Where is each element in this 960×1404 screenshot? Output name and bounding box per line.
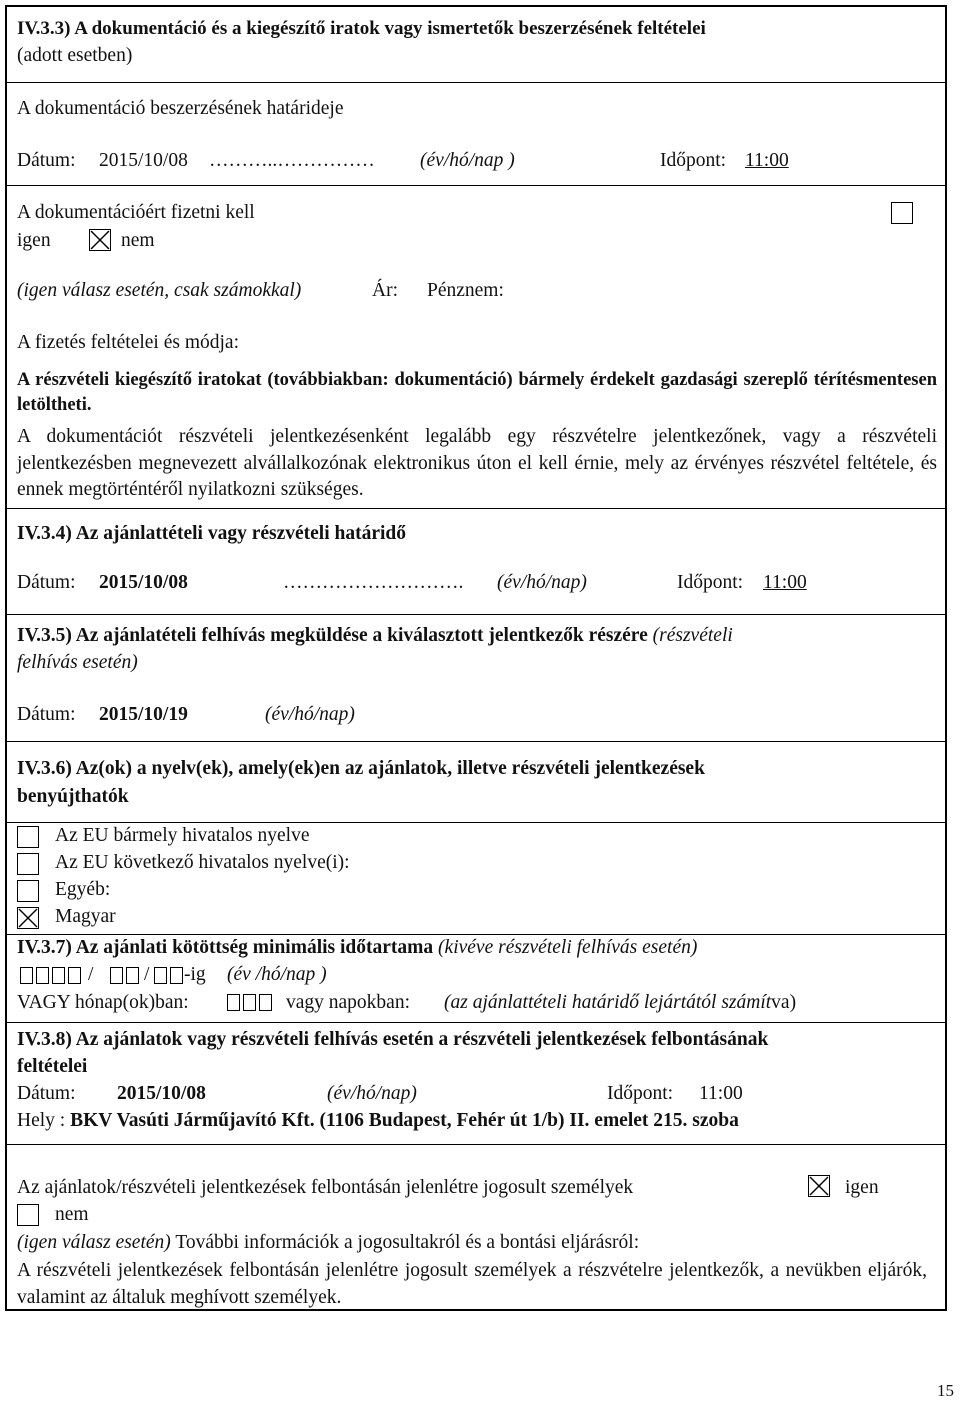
cross-icon [18,908,38,928]
divider [7,1022,946,1023]
date-value: 2015/10/08 [117,1083,206,1104]
days-note-italic: (az ajánlattételi határidő lejártától számít [444,992,772,1013]
date-label: Dátum: [17,150,76,171]
place-label: Hely : [17,1110,66,1131]
heading-italic: (részvételi [652,625,733,646]
time-label: Időpont: [660,150,727,171]
month-count-cell[interactable] [259,994,272,1011]
days-note-end: va) [771,992,797,1013]
month-digit-cell[interactable] [126,967,139,984]
divider [7,508,946,509]
divider [7,1144,946,1145]
divider [7,741,946,742]
pay-yes-checkbox[interactable] [891,202,913,224]
month-count-cell[interactable] [227,994,240,1011]
time-value: 11:00 [763,572,807,593]
cross-icon [90,230,110,250]
section-heading-3-6: IV.3.6) Az(ok) a nyelv(ek), amely(ek)en az ajánlatok, illetve részvételi jelentkezések [17,758,705,779]
divider [7,185,946,186]
attend-yes-checkbox[interactable] [808,1175,830,1197]
section-heading-3-5 [17,623,733,649]
heading-text: IV.3.7) Az ajánlati kötöttség minimális időtartama [17,937,434,958]
slash: / [88,964,94,985]
day-digit-cell[interactable] [154,967,167,984]
info-row [17,1230,639,1256]
year-digit-cell[interactable] [52,967,65,984]
month-count-cell[interactable] [243,994,256,1011]
time-label: Időpont: [677,572,744,593]
cross-icon [809,1176,829,1196]
date-value: 2015/10/08 [99,150,188,171]
section-heading-3-7 [17,935,697,961]
section-heading-3-3-sub: (adott esetben) [17,45,133,66]
date-format: (év/hó/nap ) [420,150,515,171]
date-dots: ………..…………… [209,150,375,171]
year-digit-cell[interactable] [20,967,33,984]
lang-option-checkbox[interactable] [17,826,39,848]
deadline-label: A dokumentáció beszerzésének határideje [17,98,344,119]
date-value: 2015/10/08 [99,572,188,593]
lang-option-label: Egyéb: [55,879,111,900]
month-digit-cell[interactable] [110,967,123,984]
time-value: 11:00 [699,1083,743,1104]
heading-text: IV.3.5) Az ajánlatételi felhívás megküldése a kiválasztott jelentkezők részére [17,625,648,646]
documentation-note: A dokumentációt részvételi jelentkezésenként legalább egy részvételre jelentkezőnek, vagy a részvételi jelentkezésben megnevezett alvállalkozónak elektronikus úton el kell érnie, mely az érvényes részvétel feltétele, és ennek megtörténtéről nyilatkozni szükséges. [17,426,937,500]
time-label: Időpont: [607,1083,674,1104]
attend-label: Az ajánlatok/részvételi jelentkezések felbontásán jelenlétre jogosult személyek [17,1177,634,1198]
day-digit-cell[interactable] [170,967,183,984]
lang-option-label: Az EU bármely hivatalos nyelve [55,825,310,846]
info-text: A részvételi jelentkezések felbontásán jelenlétre jogosult személyek a részvételre jelentkezők, a nevükben eljárók, valamint az általuk meghívott személyek. [17,1260,927,1308]
yes-label: igen [845,1177,879,1198]
currency-label: Pénznem: [427,280,504,301]
lang-option-checkbox[interactable] [17,853,39,875]
info-label: További információk a jogosultakról és a bontási eljárásról: [175,1232,640,1253]
days-label: vagy napokban: [286,992,411,1013]
lang-option-checkbox[interactable] [17,880,39,902]
months-label: VAGY hónap(ok)ban: [17,992,189,1013]
date-label: Dátum: [17,572,76,593]
no-label: nem [55,1204,89,1225]
payment-terms-label: A fizetés feltételei és módja: [17,332,239,353]
date-format: (év /hó/nap ) [227,964,327,985]
yes-label: igen [17,230,51,251]
slash: / [144,964,150,985]
until-suffix: -ig [184,964,206,985]
section-heading-3-4: IV.3.4) Az ajánlattételi vagy részvételi határidő [17,523,407,544]
divider [7,82,946,83]
price-hint: (igen válasz esetén, csak számokkal) [17,280,302,301]
section-heading-3-8-sub: feltételei [17,1056,88,1077]
section-heading-3-3: IV.3.3) A dokumentáció és a kiegészítő iratok vagy ismertetők beszerzésének feltételei [17,18,706,39]
year-digit-cell[interactable] [68,967,81,984]
no-label: nem [121,230,155,251]
date-format: (év/hó/nap) [265,704,355,725]
time-value: 11:00 [745,150,789,171]
pay-label: A dokumentációért fizetni kell [17,202,255,223]
price-label: Ár: [372,280,398,301]
date-format: (év/hó/nap) [327,1083,417,1104]
date-format: (év/hó/nap) [497,572,587,593]
place-value: BKV Vasúti Járműjavító Kft. (1106 Budapest, Fehér út 1/b) II. emelet 215. szoba [70,1110,739,1131]
page-number: 15 [937,1381,954,1400]
days-note [444,990,796,1016]
place-row [17,1108,739,1134]
divider [7,614,946,615]
heading-italic-cont: felhívás esetén) [17,652,138,673]
info-hint: (igen válasz esetén) [17,1232,171,1253]
date-label: Dátum: [17,704,76,725]
download-note: A részvételi kiegészítő iratokat (továbbiakban: dokumentáció) bármely érdekelt gazdasági szereplő térítésmentesen letöltheti. [17,370,937,415]
heading-italic: (kivéve részvételi felhívás esetén) [438,937,698,958]
lang-option-label: Az EU következő hivatalos nyelve(i): [55,852,350,873]
section-heading-3-8: IV.3.8) Az ajánlatok vagy részvételi felhívás esetén a részvételi jelentkezések felbontásának [17,1029,769,1050]
date-label: Dátum: [17,1083,76,1104]
year-digit-cell[interactable] [36,967,49,984]
date-dots: ………………………. [283,572,464,593]
pay-no-checkbox[interactable] [89,229,111,251]
lang-option-checkbox-checked[interactable] [17,907,39,929]
section-heading-3-6-sub: benyújthatók [17,786,129,807]
lang-option-label: Magyar [55,906,116,927]
attend-no-checkbox[interactable] [17,1204,39,1226]
date-value: 2015/10/19 [99,704,188,725]
